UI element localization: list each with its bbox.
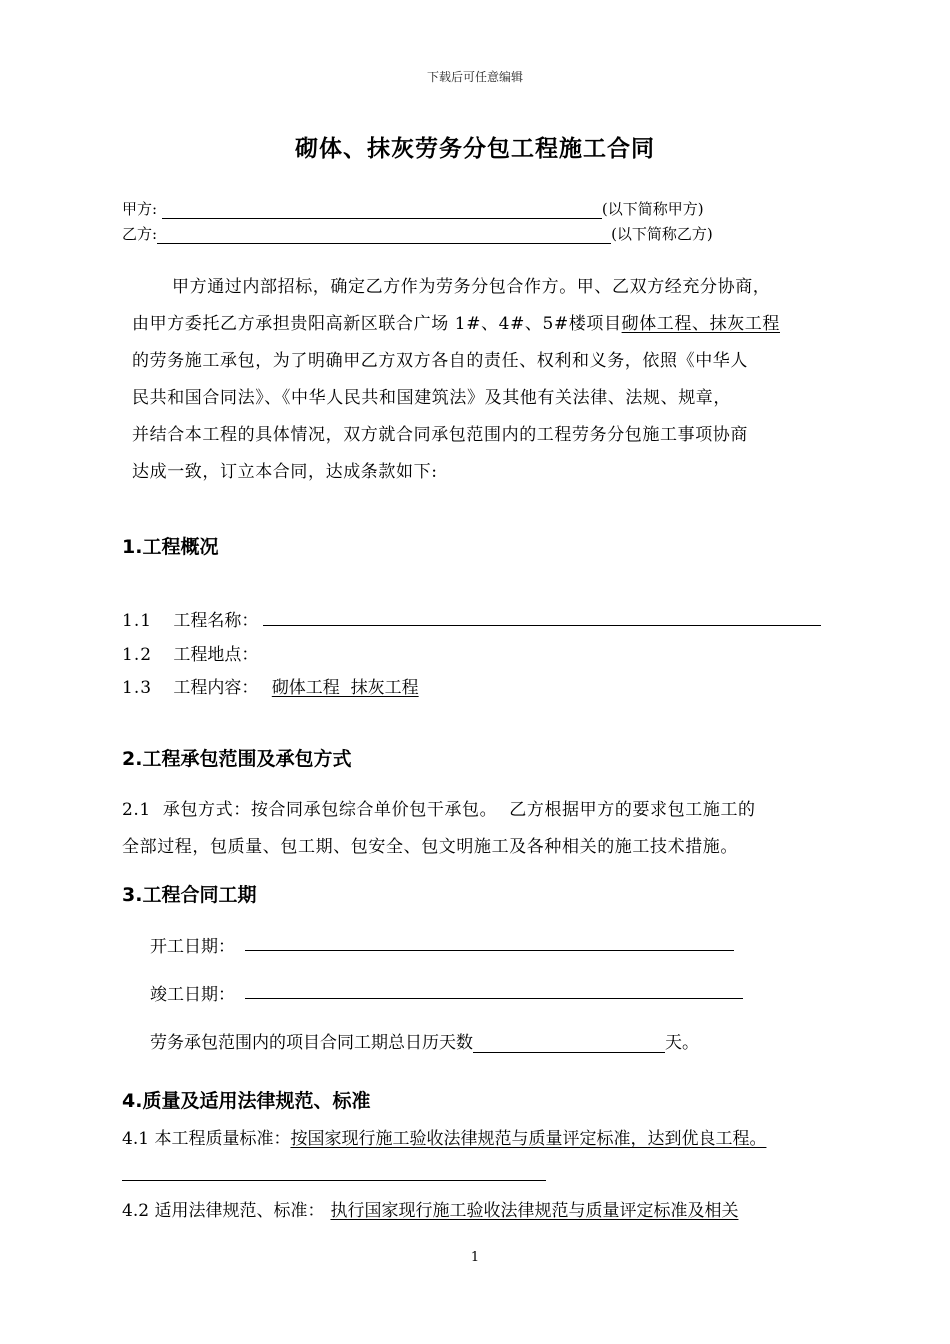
preamble-line-4: 民共和国合同法》、《中华人民共和国建筑法》及其他有关法律、法规、规章，	[132, 388, 731, 408]
item-4-2	[122, 1196, 738, 1221]
item-1-1-label: 工程名称：	[173, 611, 259, 631]
item-1-2-label: 工程地点：	[173, 645, 259, 665]
preamble-line-5: 并结合本工程的具体情况，双方就合同承包范围内的工程劳务分包施工事项协商	[132, 425, 748, 445]
party-b-blank	[157, 227, 611, 244]
preamble-work-scope: 砌体工程、抹灰工程	[621, 314, 780, 334]
section-3-heading: 3.工程合同工期	[122, 884, 257, 906]
item-1-2-num: 1.2	[122, 645, 153, 665]
preamble-line-6: 达成一致，订立本合同，达成条款如下:	[132, 462, 438, 482]
item-1-3-label: 工程内容：	[173, 678, 259, 698]
party-a-label: 甲方:	[122, 200, 158, 218]
section-1-heading: 1.工程概况	[122, 536, 219, 558]
preamble-line-2-text: 由甲方委托乙方承担贵阳高新区联合广场 1#、4#、5#楼项目	[132, 314, 622, 334]
section-2-line-2: 全部过程，包质量、包工期、包安全、包文明施工及各种相关的施工技术措施。	[122, 837, 738, 857]
item-4-2-value: 执行国家现行施工验收法律规范与质量评定标准及相关	[330, 1201, 739, 1221]
header-note: 下载后可任意编辑	[426, 70, 523, 84]
party-a-blank	[162, 202, 602, 219]
end-date-label: 竣工日期：	[150, 985, 235, 1005]
section-2-heading: 2.工程承包范围及承包方式	[122, 748, 352, 770]
party-b-suffix: (以下简称乙方)	[611, 225, 713, 243]
party-a-row	[122, 198, 704, 219]
item-1-3-num: 1.3	[122, 678, 153, 698]
duration-label: 劳务承包范围内的项目合同工期总日历天数	[150, 1033, 473, 1053]
section-4-heading: 4.质量及适用法律规范、标准	[122, 1090, 371, 1112]
item-1-1	[122, 606, 258, 631]
item-4-1-continuation-line	[122, 1180, 546, 1181]
duration-blank	[473, 1036, 665, 1053]
preamble-line-1: 甲方通过内部招标，确定乙方作为劳务分包合作方。甲、乙双方经充分协商，	[172, 277, 771, 297]
page-number: 1	[470, 1250, 480, 1265]
contract-title: 砌体、抹灰劳务分包工程施工合同	[295, 136, 655, 162]
end-date-blank	[245, 998, 743, 999]
preamble-line-3: 的劳务施工承包，为了明确甲乙方双方各自的责任、权利和义务，依照《中华人	[132, 351, 748, 371]
party-b-label: 乙方:	[122, 225, 158, 243]
item-1-2	[122, 640, 258, 665]
item-1-3-value: 砌体工程 抹灰工程	[271, 678, 419, 698]
start-date-blank	[245, 950, 734, 951]
item-4-1-label: 4.1 本工程质量标准：	[122, 1129, 291, 1149]
item-4-2-label: 4.2 适用法律规范、标准：	[122, 1201, 325, 1221]
party-b-row	[122, 223, 713, 244]
duration-row	[150, 1028, 699, 1053]
item-4-1-value: 按国家现行施工验收法律规范与质量评定标准，达到优良工程。	[290, 1129, 767, 1149]
party-a-suffix: (以下简称甲方)	[601, 200, 704, 218]
section-2-line-1: 2.1 承包方式：按合同承包综合单价包干承包。 乙方根据甲方的要求包工施工的	[122, 800, 756, 820]
start-date-label: 开工日期：	[150, 937, 235, 957]
duration-suffix: 天。	[665, 1033, 699, 1053]
item-1-1-blank	[263, 625, 821, 626]
item-1-1-num: 1.1	[122, 611, 153, 631]
item-4-1	[122, 1124, 766, 1149]
preamble-line-2	[132, 309, 780, 334]
item-1-3	[122, 673, 419, 698]
